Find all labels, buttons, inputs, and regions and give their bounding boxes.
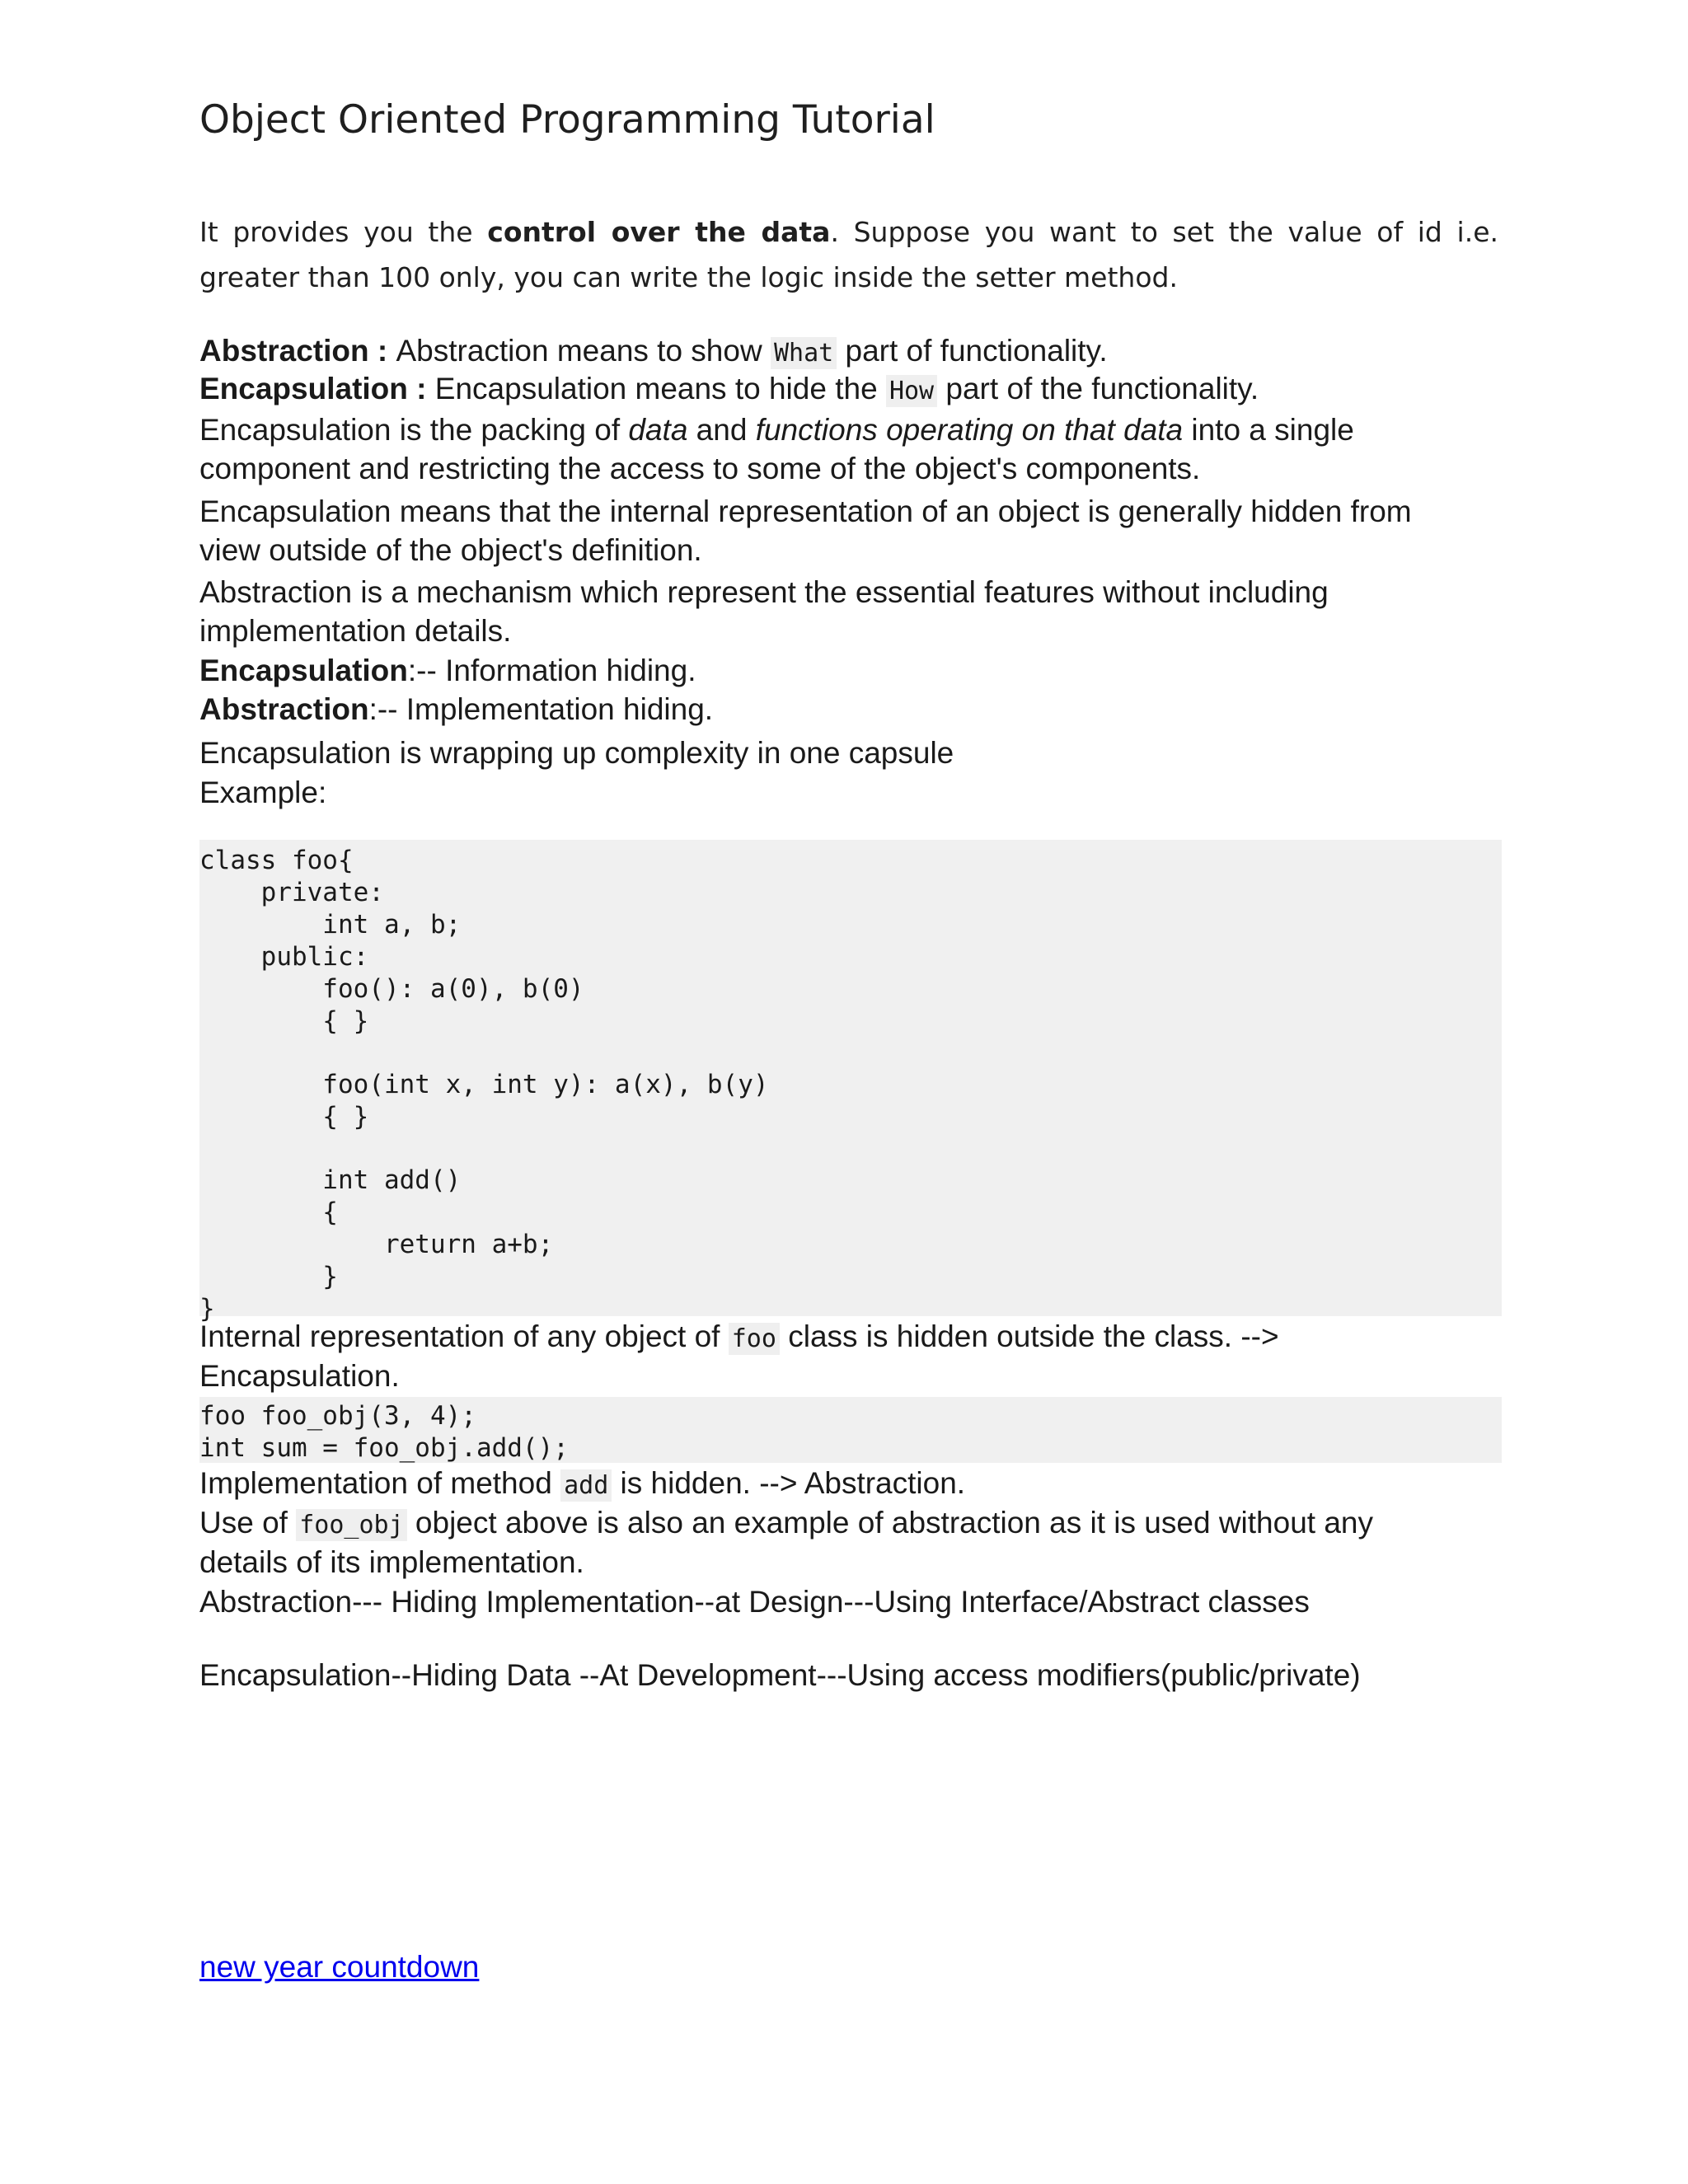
code-line: [199, 1133, 1502, 1165]
code-line: [199, 1038, 1502, 1069]
internal-rep-line-2: view outside of the object's definition.: [199, 533, 702, 567]
code-block-class-foo: [199, 840, 1502, 1324]
implementation-hiding-label: Abstraction: [199, 692, 369, 726]
inline-code-how: How: [886, 375, 937, 407]
inline-code-foo-obj: foo_obj: [296, 1509, 406, 1541]
packing-italic-functions: functions operating on that data: [755, 413, 1184, 447]
code-line: foo(): a(0), b(0): [199, 974, 584, 1004]
capsule-line: Encapsulation is wrapping up complexity in one capsule: [199, 736, 954, 770]
intro-bold-text: control over the data: [487, 216, 831, 248]
code-line: private:: [199, 878, 384, 907]
encapsulation-text: Encapsulation means to hide the: [434, 372, 886, 405]
code-line: return a+b;: [199, 1230, 554, 1259]
abstraction-label: Abstraction: [199, 334, 369, 368]
implementation-hiding-text: :-- Implementation hiding.: [368, 692, 714, 726]
information-hiding-text: :-- Information hiding.: [407, 654, 696, 687]
after-code-line-2: Encapsulation.: [199, 1359, 400, 1393]
code-line: int a, b;: [199, 910, 462, 940]
abstraction-text-end: part of functionality.: [837, 334, 1108, 368]
packing-text-mid: and: [687, 413, 756, 447]
page-title: Object Oriented Programming Tutorial: [199, 97, 935, 143]
encapsulation-definition: [199, 369, 1259, 411]
encapsulation-label: Encapsulation: [199, 372, 408, 405]
code-line: int sum = foo_obj.add();: [199, 1433, 569, 1463]
code-line: {: [199, 1197, 338, 1227]
after-code-text-post: class is hidden outside the class. -->: [779, 1319, 1279, 1353]
intro-text-post: . Suppose you want to set the value of id i.e. greater than 100 only, you can write the logic inside the setter method.: [199, 216, 1498, 293]
use-of-text-post: object above is also an example of abstraction as it is used without any: [406, 1506, 1373, 1540]
encapsulation-separator: :: [407, 372, 435, 405]
code-line: }: [199, 1294, 215, 1324]
example-label: Example:: [199, 776, 327, 809]
packing-text-post: into a single: [1183, 413, 1354, 447]
mechanism-line-2: implementation details.: [199, 614, 512, 648]
packing-text-pre: Encapsulation is the packing of: [199, 413, 629, 447]
use-of-line-1: [199, 1503, 1373, 1545]
intro-text-pre: It provides you the: [199, 216, 488, 248]
use-of-text-pre: Use of: [199, 1506, 297, 1540]
intro-paragraph: [199, 209, 1498, 300]
summary-encapsulation: Encapsulation--Hiding Data --At Development---Using access modifiers(public/private): [199, 1658, 1361, 1692]
new-year-countdown-link[interactable]: new year countdown: [199, 1950, 480, 1984]
inline-code-foo: foo: [729, 1323, 780, 1355]
summary-abstraction: Abstraction--- Hiding Implementation--at Design---Using Interface/Abstract classes: [199, 1585, 1310, 1619]
code-line: class foo{: [199, 846, 354, 875]
code-block-foo-usage: [199, 1397, 1502, 1463]
impl-method-text-post: is hidden. --> Abstraction.: [612, 1466, 966, 1500]
implementation-hiding-line: [199, 690, 713, 729]
abstraction-text: Abstraction means to show: [396, 334, 771, 368]
abstraction-separator: :: [368, 334, 396, 368]
encapsulation-text-end: part of the functionality.: [937, 372, 1259, 405]
code-line: }: [199, 1262, 338, 1291]
abstraction-definition: [199, 331, 1108, 373]
impl-method-line: [199, 1464, 965, 1506]
information-hiding-line: [199, 651, 696, 691]
packing-italic-data: data: [628, 413, 688, 447]
after-code-text-pre: Internal representation of any object of: [199, 1319, 729, 1353]
code-line: int add(): [199, 1165, 462, 1195]
code-line: foo foo_obj(3, 4);: [199, 1401, 476, 1431]
code-line: { }: [199, 1102, 369, 1132]
internal-rep-line-1: Encapsulation means that the internal representation of an object is generally hidden from: [199, 494, 1412, 528]
packing-line-1: [199, 410, 1354, 450]
packing-line-2: component and restricting the access to some of the object's components.: [199, 452, 1201, 485]
information-hiding-label: Encapsulation: [199, 654, 408, 687]
inline-code-what: What: [771, 337, 837, 369]
code-line: public:: [199, 942, 369, 972]
inline-code-add: add: [560, 1469, 612, 1502]
code-line: foo(int x, int y): a(x), b(y): [199, 1070, 769, 1099]
code-line: { }: [199, 1006, 369, 1036]
mechanism-line-1: Abstraction is a mechanism which represent the essential features without including: [199, 575, 1329, 609]
after-code-line-1: [199, 1317, 1279, 1359]
use-of-line-2: details of its implementation.: [199, 1545, 584, 1579]
impl-method-text-pre: Implementation of method: [199, 1466, 561, 1500]
